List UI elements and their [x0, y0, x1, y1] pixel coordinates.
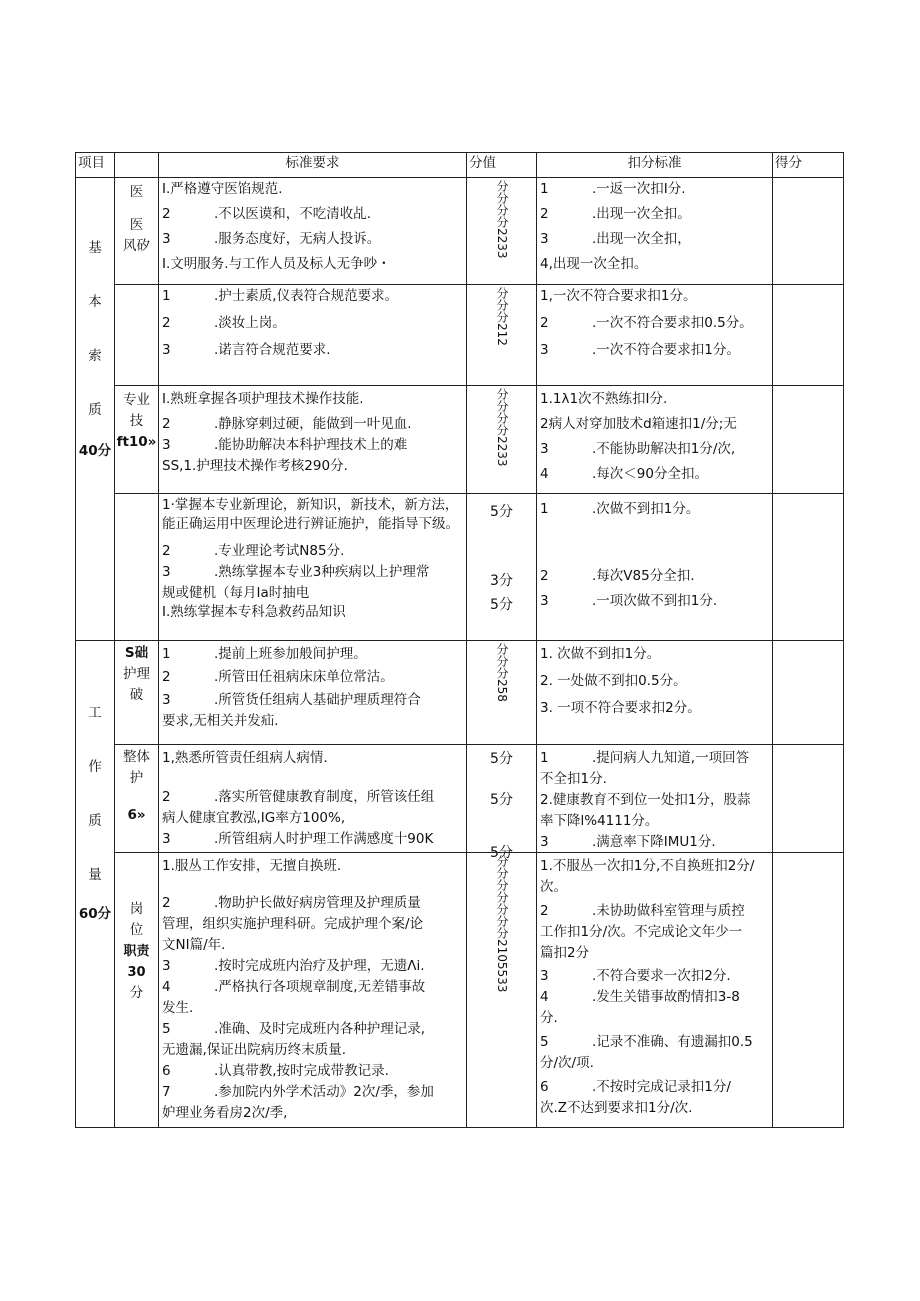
- sub-label: 医: [129, 184, 144, 200]
- item-text: .诺言符合规范要求.: [214, 342, 331, 358]
- header-project: 项目: [76, 153, 115, 178]
- list-item: 2 .物助护长做好病房管理及护理质量: [162, 893, 464, 914]
- list-item: [162, 914, 464, 935]
- section-char: 基: [88, 240, 102, 256]
- item-text: .一次不符合要求扣0.5分。: [592, 315, 753, 331]
- score-value: 5分: [490, 751, 513, 767]
- item-text: .不以医谟和，不吃清收乩.: [214, 206, 372, 222]
- earned-cell: [773, 285, 844, 386]
- header-earned: 得分: [773, 153, 844, 178]
- sub-category: [115, 386, 159, 494]
- sub-label: 技: [129, 413, 144, 429]
- earned-cell: [773, 494, 844, 641]
- sub-label: 风矽: [123, 238, 150, 254]
- item-text: .所管货任组病人基础护理质理符合: [214, 692, 421, 708]
- sub-label: 位: [129, 922, 144, 938]
- list-item: 3 .服务态度好，无病人投诉。: [162, 229, 464, 250]
- score-cell: [467, 494, 537, 641]
- item-text: I.熟班拿握各项护理技术操作技能.: [162, 391, 364, 407]
- list-item: 2 .专业理论考试N85分.: [162, 541, 464, 562]
- score-value: 5分: [490, 845, 513, 861]
- item-text: I.严格遵守医馅规范.: [162, 181, 283, 197]
- list-item: [540, 389, 770, 410]
- deduction-cell: [537, 745, 773, 853]
- item-text: 无遗漏,保证出院病历终末质量.: [162, 1042, 347, 1058]
- list-item: [162, 604, 464, 620]
- list-item: [540, 1098, 770, 1119]
- item-text: .次做不到扣1分。: [592, 501, 700, 517]
- list-item: 7 .参加院内外学术活动》2次/季，参加: [162, 1082, 464, 1103]
- list-item: 3 .一项次做不到扣1分.: [540, 591, 770, 612]
- list-item: [540, 1053, 770, 1074]
- sub-label: S础: [124, 645, 149, 661]
- item-text: 篇扣2分: [540, 945, 590, 961]
- item-text: 1.服丛工作安排，无擅自换班.: [162, 858, 342, 874]
- table-row: [76, 494, 844, 641]
- section-char: 工: [88, 705, 102, 721]
- item-text: 分.: [540, 1010, 558, 1026]
- score-value: 分分分212: [495, 287, 509, 346]
- list-item: 2 .每次V85分全扣.: [540, 566, 770, 587]
- item-text: .落实所管健康教育制度，所管该任组: [214, 789, 435, 805]
- score-cell: [467, 853, 537, 1128]
- item-text: .认真带教,按时完成带教记录.: [214, 1063, 389, 1079]
- list-item: 1 .护士素质,仪表符合规范要求。: [162, 286, 464, 307]
- list-item: 1 .一返一次扣I分.: [540, 179, 770, 200]
- list-item: [540, 922, 770, 943]
- header-score: 分值: [467, 153, 537, 178]
- sub-label: 专业: [123, 392, 150, 408]
- deduction-cell: [537, 285, 773, 386]
- list-item: [162, 179, 464, 200]
- item-text: 1,熟悉所管责任组病人病情.: [162, 750, 328, 766]
- item-text: 1,一次不符合要求扣1分。: [540, 288, 697, 304]
- item-text: 不全扣1分.: [540, 771, 607, 787]
- list-item: 3 .熟练掌握本专业3种疾病以上护理常: [162, 562, 464, 583]
- section-weight: 60分: [78, 906, 112, 922]
- item-text: 分/次/项.: [540, 1055, 594, 1071]
- item-text: 要求,无相关并发疝.: [162, 713, 279, 729]
- list-item: 5 .准确、及时完成班内各种护理记录,: [162, 1019, 464, 1040]
- item-text: .严格执行各项规章制度,无差错事故: [214, 979, 426, 995]
- list-item: 3 .出现一次全扣，: [540, 229, 770, 250]
- item-text: 1. 次做不到扣1分。: [540, 646, 661, 662]
- list-item: [162, 711, 464, 732]
- item-text: .出现一次全扣。: [592, 206, 691, 222]
- list-item: [540, 254, 770, 275]
- item-text: I.熟练掌握本专科急救药品知识: [162, 604, 346, 620]
- list-item: [162, 583, 464, 604]
- section-work-quality: [76, 641, 115, 1128]
- list-item: 3 .满意率下降IMU1分.: [540, 834, 716, 850]
- header-blank: [115, 153, 159, 178]
- deduction-cell: [537, 853, 773, 1128]
- list-item: 1 .次做不到扣1分。: [540, 499, 770, 520]
- item-text: .一返一次扣I分.: [592, 181, 686, 197]
- list-item: 2 .落实所管健康教育制度，所管该任组: [162, 787, 464, 808]
- evaluation-table: [75, 152, 844, 1128]
- list-item: 4 .严格执行各项规章制度,无差错事故: [162, 977, 464, 998]
- list-item: [162, 389, 464, 410]
- sub-category: [115, 853, 159, 1128]
- item-text: .淡妆上岗。: [214, 315, 286, 331]
- item-text: 规或健机（每月Ia时抽电: [162, 585, 310, 601]
- list-item: 3 .所管组病人时护理工作满感度十90K: [162, 831, 434, 847]
- section-char: 量: [88, 867, 102, 883]
- item-text: 2病人对穿加肢术d箱速扣1/分;无: [540, 416, 737, 432]
- section-char: 质: [88, 813, 102, 829]
- table-row: [76, 178, 844, 285]
- list-item: [162, 1040, 464, 1061]
- score-value: 3分: [490, 573, 513, 589]
- item-text: 1.1λ1次不熟练扣I分.: [540, 391, 668, 407]
- earned-cell: [773, 178, 844, 285]
- list-item: [540, 877, 770, 898]
- list-item: [540, 1008, 770, 1029]
- list-item: 6 .不按时完成记录扣1分/: [540, 1077, 770, 1098]
- standard-cell: [159, 178, 467, 285]
- item-text: .所管组病人时护理工作满感度十90K: [214, 831, 434, 847]
- score-value: 分分分分2233: [495, 388, 509, 467]
- list-item: 2 .未协助做科室管理与质控: [540, 901, 770, 922]
- standard-cell: [159, 386, 467, 494]
- deduction-cell: [537, 494, 773, 641]
- score-cell: [467, 178, 537, 285]
- standard-cell: [159, 641, 467, 745]
- standard-cell: [159, 494, 467, 641]
- item-text: .参加院内外学术活动》2次/季，参加: [214, 1084, 434, 1100]
- sub-label: 护: [129, 770, 144, 786]
- list-item: 6 .认真带教,按时完成带教记录.: [162, 1061, 464, 1082]
- item-text: 管理，组织实施护理科研。完成护理个案/论: [162, 916, 424, 932]
- list-item: [540, 943, 770, 964]
- item-text: .记录不准确、有遗漏扣0.5: [592, 1034, 753, 1050]
- score-value: 分分分分2233: [495, 180, 509, 259]
- list-item: 3 .诺言符合规范要求.: [162, 340, 464, 361]
- section-basic-quality: [76, 178, 115, 641]
- item-text: .静脉穿剌过硬，能做到一叶见血.: [214, 416, 412, 432]
- sub-label: ft10»: [116, 434, 157, 450]
- score-cell: [467, 386, 537, 494]
- score-value: 分分分分分分分2105533: [495, 855, 509, 993]
- item-text: .一项次做不到扣1分.: [592, 593, 718, 609]
- list-item: 3 .不能协助解决扣1分/次,: [540, 439, 770, 460]
- list-item: [540, 414, 770, 435]
- section-weight: 40分: [78, 443, 112, 459]
- item-text: .物助护长做好病房管理及护理质量: [214, 895, 421, 911]
- list-item: [162, 456, 464, 477]
- item-text: 2. 一处做不到扣0.5分。: [540, 673, 687, 689]
- item-text: .出现一次全扣，: [592, 231, 691, 247]
- item-text: .发生关错事故酌情扣3-8: [592, 989, 740, 1005]
- item-text: 发生.: [162, 1000, 194, 1016]
- list-item: 5 .记录不准确、有遗漏扣0.5: [540, 1032, 770, 1053]
- sub-category: [115, 641, 159, 745]
- item-text: 率下降l%4111分。: [540, 813, 659, 829]
- earned-cell: [773, 386, 844, 494]
- score-value: 分分分258: [495, 643, 509, 702]
- section-char: 索: [88, 348, 102, 364]
- sub-label: 职责30: [123, 944, 150, 980]
- list-item: [162, 1103, 464, 1124]
- list-item: 2 .所管田任祖病床床单位常沽。: [162, 667, 464, 688]
- header-standard: 标准要求: [159, 153, 467, 178]
- score-value: 5分: [490, 504, 513, 520]
- table-row: [76, 285, 844, 386]
- list-item: 3 .一次不符合要求扣1分。: [540, 340, 770, 361]
- item-text: 4,出现一次全扣。: [540, 256, 648, 272]
- standard-cell: [159, 853, 467, 1128]
- standard-cell: [159, 285, 467, 386]
- item-text: 妒理业务看房2次/季,: [162, 1105, 288, 1121]
- list-item: [540, 286, 770, 307]
- earned-cell: [773, 745, 844, 853]
- list-item: 3 .能协助解决本科护理技术上的难: [162, 435, 464, 456]
- item-text: .专业理论考试N85分.: [214, 543, 345, 559]
- item-text: 次。: [540, 879, 567, 895]
- score-value: 5分: [490, 792, 513, 808]
- list-item: 2 .不以医谟和，不吃清收乩.: [162, 204, 464, 225]
- score-cell: [467, 641, 537, 745]
- list-item: [540, 769, 770, 790]
- sub-label: 整体: [123, 749, 150, 765]
- item-text: .不按时完成记录扣1分/: [592, 1079, 731, 1095]
- section-char: 作: [88, 759, 102, 775]
- sub-label: 分: [129, 985, 144, 1001]
- score-cell: [467, 285, 537, 386]
- item-text: .服务态度好，无病人投诉。: [214, 231, 381, 247]
- item-text: .未协助做科室管理与质控: [592, 903, 745, 919]
- list-item: 1 .提问病人九知道,一项回答: [540, 748, 770, 769]
- item-text: 2.健康教育不到位一处扣1分，股蒜: [540, 792, 751, 808]
- item-text: 病人健康宜教泓,IG率方100%,: [162, 810, 346, 826]
- earned-cell: [773, 853, 844, 1128]
- item-text: I.文明服务.与工作人员及标人无争吵・: [162, 256, 391, 272]
- sub-label: 护理: [123, 666, 150, 682]
- sub-category: [115, 494, 159, 641]
- item-text: .准确、及时完成班内各种护理记录,: [214, 1021, 426, 1037]
- table-row: [76, 386, 844, 494]
- table-row: [76, 641, 844, 745]
- list-item: [540, 790, 770, 811]
- list-item: [162, 254, 464, 275]
- item-text: 文NI篇/年.: [162, 937, 226, 953]
- item-text: .不符合要求一次扣2分.: [592, 968, 731, 984]
- deduction-cell: [537, 641, 773, 745]
- item-text: SS,1.护理技术操作考核290分.: [162, 458, 348, 474]
- item-text: .不能协助解决扣1分/次,: [592, 441, 736, 457]
- table-row: [76, 853, 844, 1128]
- score-cell: [467, 745, 537, 861]
- list-item: 4 .每次＜90分全扣。: [540, 464, 770, 485]
- sub-label: 岗: [129, 901, 144, 917]
- section-char: 质: [88, 402, 102, 418]
- list-item: [540, 856, 770, 877]
- item-text: .每次＜90分全扣。: [592, 466, 708, 482]
- earned-cell: [773, 641, 844, 745]
- section-char: 本: [88, 294, 102, 310]
- item-text: 工作扣1分/次。不完成论文年少一: [540, 924, 743, 940]
- list-item: [540, 698, 770, 719]
- list-item: 3 .按时完成班内治疗及护理，无遗Λi.: [162, 956, 464, 977]
- item-text: .提问病人九知道,一项回答: [592, 750, 750, 766]
- sub-label: 破: [129, 687, 144, 703]
- list-item: 3 .所管货任组病人基础护理质理符合: [162, 690, 464, 711]
- list-item: 2 .淡妆上岗。: [162, 313, 464, 334]
- list-item: 2 .静脉穿剌过硬，能做到一叶见血.: [162, 414, 464, 435]
- item-text: .每次V85分全扣.: [592, 568, 695, 584]
- standard-cell: [159, 745, 467, 853]
- sub-category: [115, 178, 159, 285]
- header-row: [76, 153, 844, 178]
- item-text: .一次不符合要求扣1分。: [592, 342, 740, 358]
- item-text: .满意率下降IMU1分.: [592, 834, 716, 850]
- list-item: [162, 998, 464, 1019]
- item-text: 1.不服丛一次扣1分,不自换班扣2分/: [540, 858, 755, 874]
- list-item: 3 .不符合要求一次扣2分.: [540, 966, 770, 987]
- list-item: [540, 644, 770, 665]
- list-item: 1 .提前上班参加般间护理。: [162, 644, 464, 665]
- deduction-cell: [537, 178, 773, 285]
- item-text: 次.Z不达到要求扣1分/次.: [540, 1100, 693, 1116]
- item-text: .能协助解决本科护理技术上的难: [214, 437, 408, 453]
- list-item: 4 .发生关错事故酌情扣3-8: [540, 987, 770, 1008]
- list-item: [540, 811, 770, 832]
- header-deduction: 扣分标准: [537, 153, 773, 178]
- item-text: .按时完成班内治疗及护理，无遗Λi.: [214, 958, 425, 974]
- table-row: [76, 745, 844, 853]
- list-item: 2 .一次不符合要求扣0.5分。: [540, 313, 770, 334]
- item-text: .所管田任祖病床床单位常沽。: [214, 669, 394, 685]
- item-text: 1·掌握本专业新理论，新知识，新技术，新方法，能正确运用中医理论进行辨证施护，能指导下级。: [162, 497, 459, 532]
- item-text: .提前上班参加般间护理。: [214, 646, 367, 662]
- sub-label: 医: [129, 217, 144, 233]
- item-text: .护士素质,仪表符合规范要求。: [214, 288, 399, 304]
- list-item: [162, 856, 464, 877]
- sub-category: [115, 285, 159, 386]
- list-item: [162, 748, 464, 769]
- list-item: [162, 935, 464, 956]
- sub-label: 6»: [127, 807, 146, 823]
- item-text: .熟练掌握本专业3种疾病以上护理常: [214, 564, 430, 580]
- list-item: [162, 808, 464, 829]
- sub-category: [115, 745, 159, 853]
- item-text: 3. 一项不符合要求扣2分。: [540, 700, 701, 716]
- score-value: 5分: [490, 597, 513, 613]
- list-item: [540, 671, 770, 692]
- deduction-cell: [537, 386, 773, 494]
- list-item: 2 .出现一次全扣。: [540, 204, 770, 225]
